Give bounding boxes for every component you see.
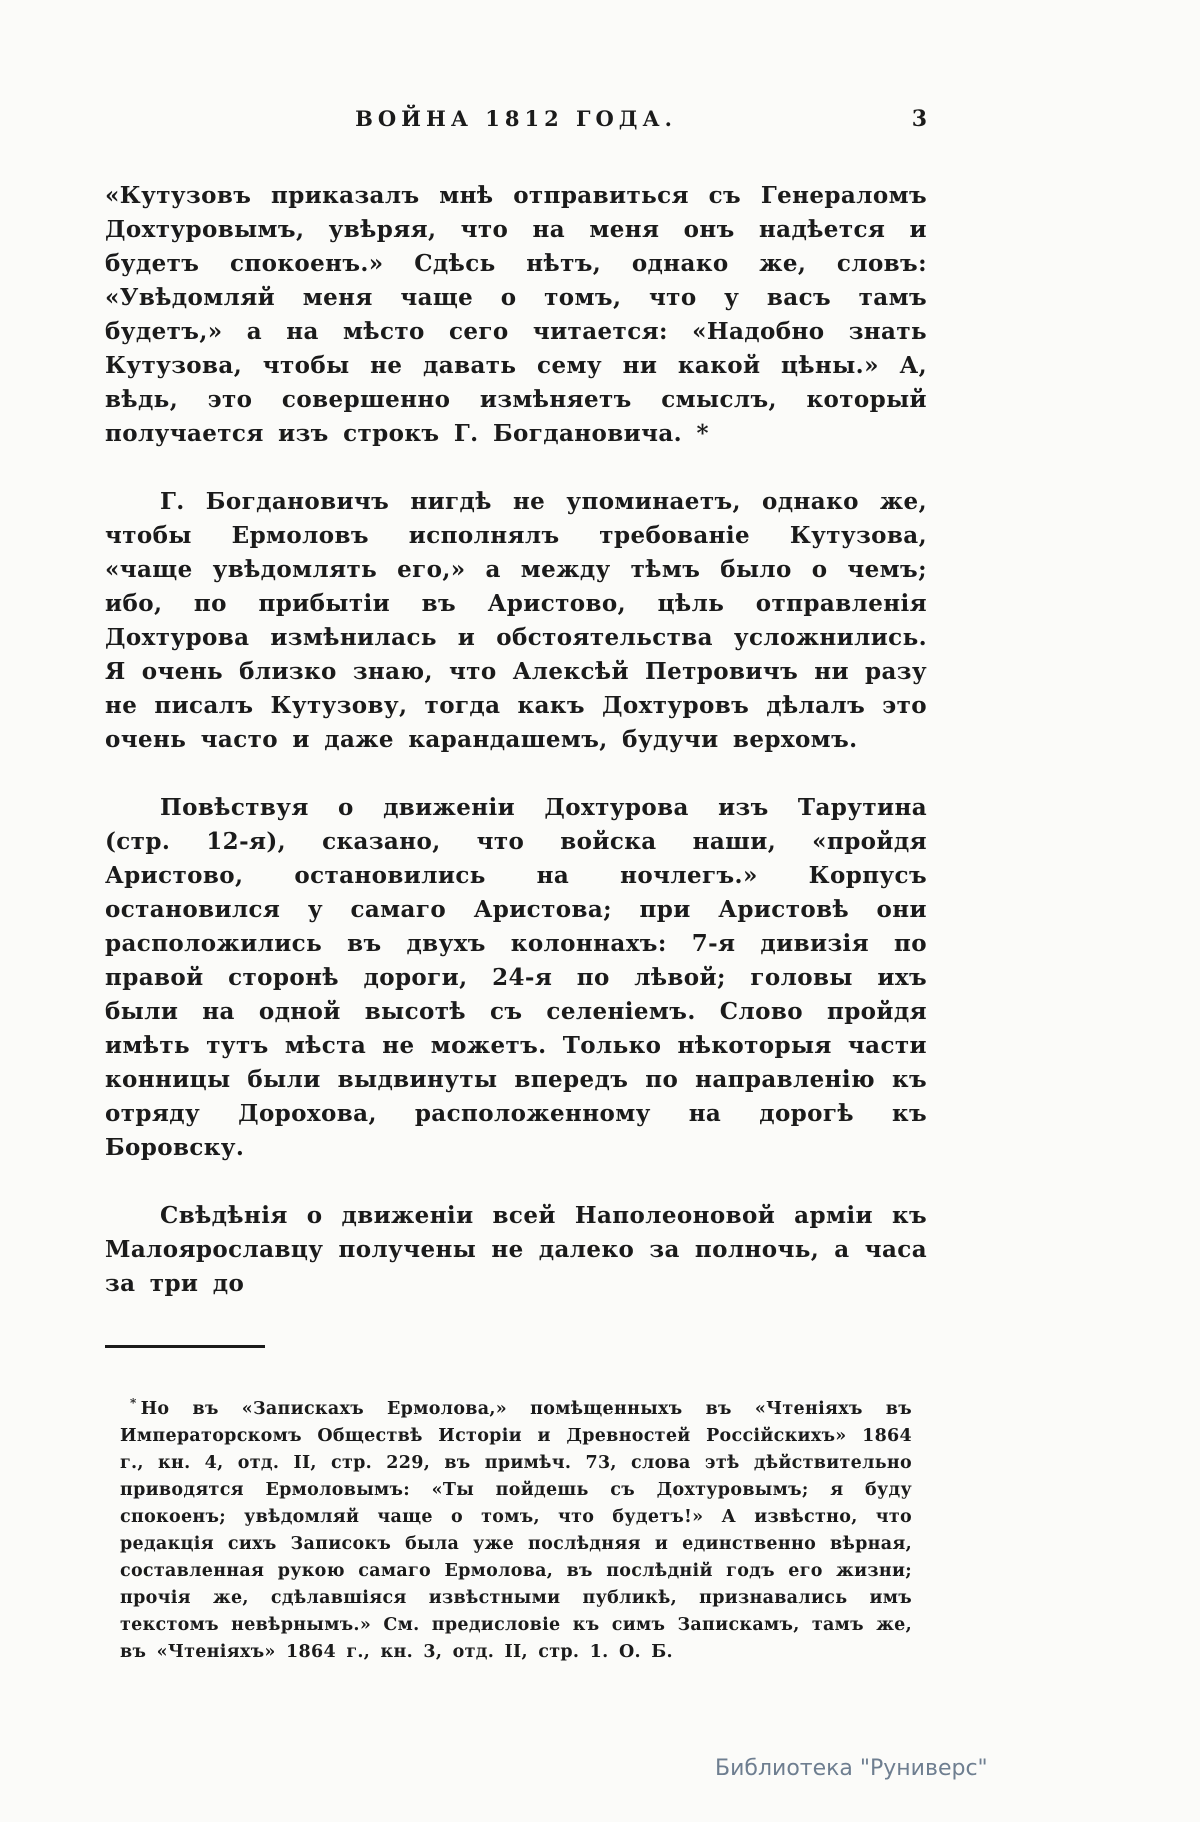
paragraph-1: «Кутузовъ приказалъ мнѣ отправиться съ Генераломъ Дохтуровымъ, увѣряя, что на меня онъ надѣется и будетъ спокоенъ.» Сдѣсь нѣтъ, однако же, словъ: «Увѣдомляй меня чаще о томъ, что у васъ тамъ будетъ,» а на мѣсто сего читается: «Надобно знать Кутузова, чтобы не давать сему ни какой цѣны.» А, вѣдь, это совершенно измѣняетъ смыслъ, который получается изъ строкъ Г. Богдановича. * <box>105 182 927 447</box>
paragraph-4: Свѣдѣнія о движеніи всей Наполеоновой арміи къ Малоярославцу получены не далеко за полночь, а часа за три до <box>105 1202 927 1297</box>
paragraph-3: Повѣствуя о движеніи Дохтурова изъ Тарутина (стр. 12-я), сказано, что войска наши, «пройдя Аристово, остановились на ночлегъ.» Корпусъ остановился у самаго Аристова; при Аристовѣ они расположились въ двухъ колоннахъ: 7-я дивизія по правой сторонѣ дороги, 24-я по лѣвой; головы ихъ были на одной высотѣ съ селеніемъ. Слово пройдя имѣть тутъ мѣста не можетъ. Только нѣкоторыя части конницы были выдвинуты впередъ по направленію къ отряду Дорохова, расположенному на дорогѣ къ Боровску. <box>105 794 927 1161</box>
page-content <box>105 106 927 1666</box>
paragraph-2: Г. Богдановичъ нигдѣ не упоминаетъ, однако же, чтобы Ермоловъ исполнялъ требованіе Кутузова, «чаще увѣдомлять его,» а между тѣмъ было о чемъ; ибо, по прибытіи въ Аристово, цѣль отправленія Дохтурова измѣнилась и обстоятельства усложнились. Я очень близко знаю, что Алексѣй Петровичъ ни разу не писалъ Кутузову, тогда какъ Дохтуровъ дѣлалъ это очень часто и даже карандашемъ, будучи верхомъ. <box>105 488 927 753</box>
footnote <box>120 1390 912 1666</box>
page-number: 3 <box>911 106 927 132</box>
page-title: ВОЙНА 1812 ГОДА. <box>355 106 677 131</box>
footnote-text: Но въ «Запискахъ Ермолова,» помѣщенныхъ въ «Чтеніяхъ въ Императорскомъ Обществѣ Исторіи и Древностей Россійскихъ» 1864 г., кн. 4, отд. II, стр. 229, въ примѣч. 73, слова этѣ дѣйствительно приводятся Ермоловымъ: «Ты пойдешь съ Дохтуровымъ; я буду спокоенъ; увѣдомляй чаще о томъ, что будетъ!» А извѣстно, что редакція сихъ Записокъ была уже послѣдняя и единственно вѣрная, составленная рукою самаго Ермолова, въ послѣдній годъ его жизни; прочія же, сдѣлавшіяся извѣстными публикѣ, признавались имъ текстомъ невѣрнымъ.» См. предисловіе къ симъ Запискамъ, тамъ же, въ «Чтеніяхъ» 1864 г., кн. 3, отд. II, стр. 1. О. Б. <box>120 1398 912 1662</box>
footnote-marker: * <box>130 1396 137 1410</box>
page-header <box>105 106 927 131</box>
footnote-rule <box>105 1345 265 1348</box>
watermark: Библиотека "Руниверс" <box>715 1756 988 1781</box>
